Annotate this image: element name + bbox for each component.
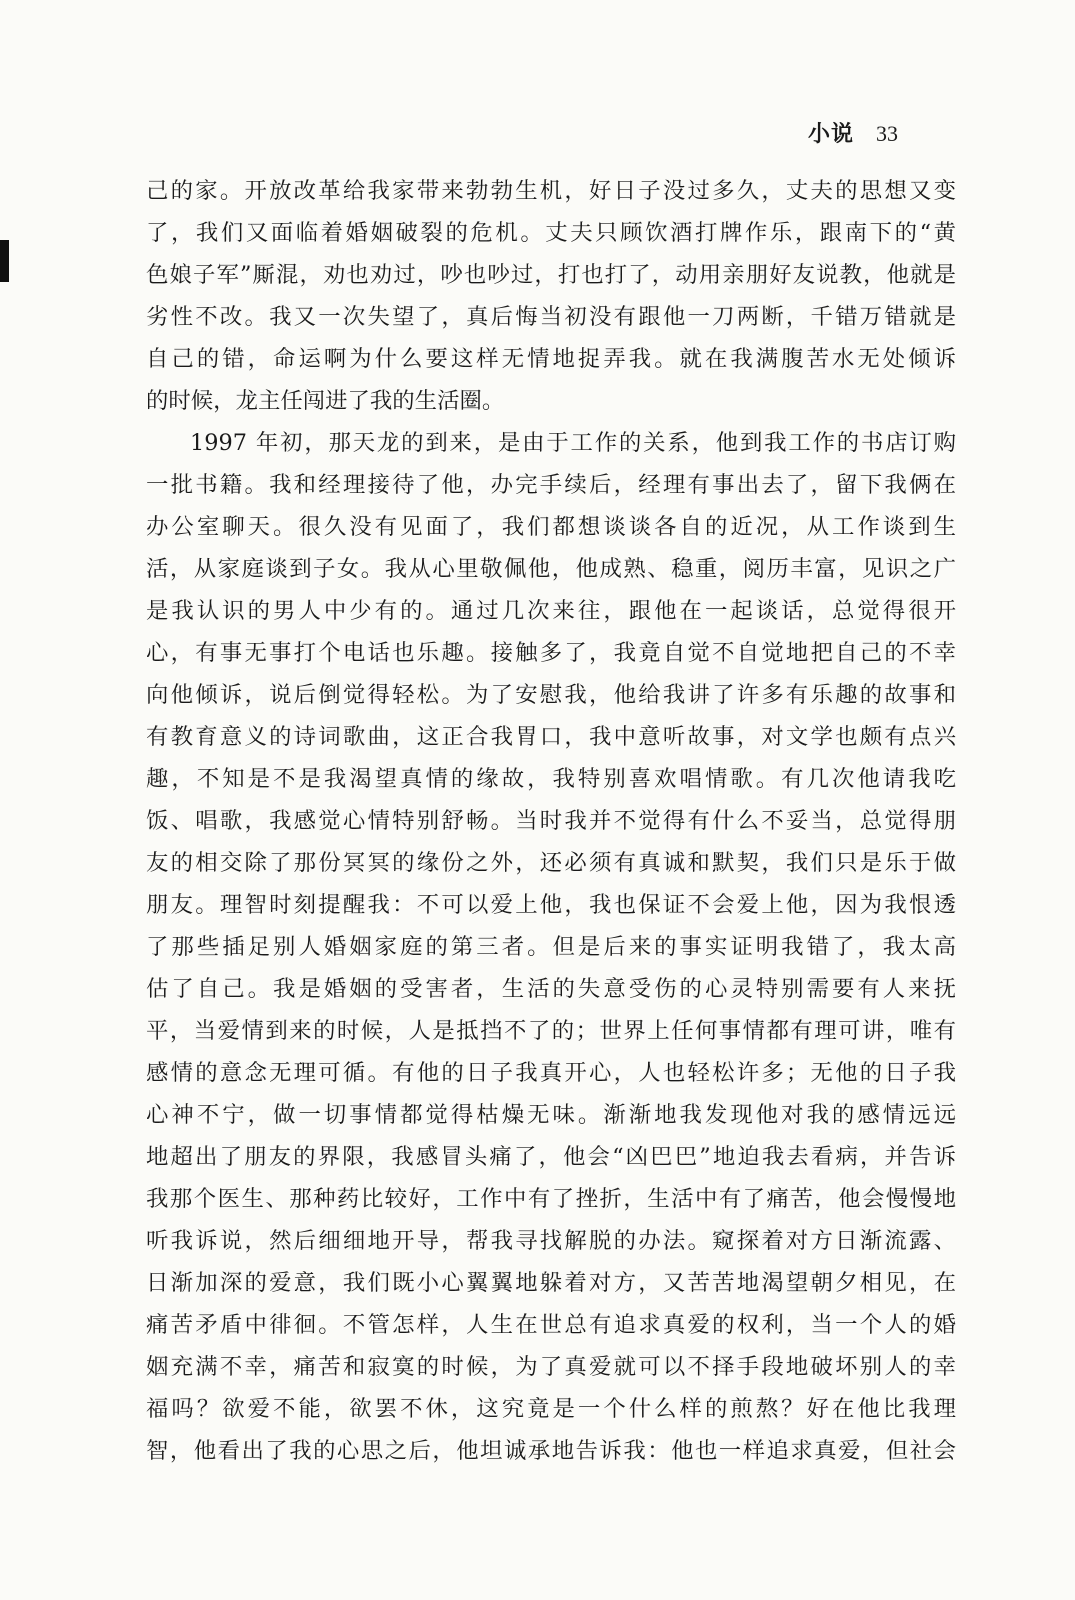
text-line: 活，从家庭谈到子女。我从心里敬佩他，他成熟、稳重，阅历丰富，见识之广 [146, 556, 956, 582]
text-line: 一批书籍。我和经理接待了他，办完手续后，经理有事出去了，留下我俩在 [146, 472, 956, 498]
text-line: 1997 年初，那天龙的到来，是由于工作的关系，他到我工作的书店订购 [190, 430, 956, 456]
text-line: 地超出了朋友的界限，我感冒头痛了，他会“凶巴巴”地迫我去看病，并告诉 [146, 1144, 956, 1170]
running-header [808, 119, 948, 149]
text-line: 听我诉说，然后细细地开导，帮我寻找解脱的办法。窥探着对方日渐流露、 [146, 1228, 956, 1254]
text-line: 向他倾诉，说后倒觉得轻松。为了安慰我，他给我讲了许多有乐趣的故事和 [146, 682, 956, 708]
text-line: 自己的错，命运啊为什么要这样无情地捉弄我。就在我满腹苦水无处倾诉 [146, 346, 956, 372]
paragraph [146, 170, 956, 422]
text-line: 估了自己。我是婚姻的受害者，生活的失意受伤的心灵特别需要有人来抚 [146, 976, 956, 1002]
scan-edge-mark [0, 240, 9, 282]
text-line: 趣，不知是不是我渴望真情的缘故，我特别喜欢唱情歌。有几次他请我吃 [146, 766, 956, 792]
text-line: 我那个医生、那种药比较好，工作中有了挫折，生活中有了痛苦，他会慢慢地 [146, 1186, 956, 1212]
text-line: 平，当爱情到来的时候，人是抵挡不了的；世界上任何事情都有理可讲，唯有 [146, 1018, 956, 1044]
paragraph [146, 422, 956, 1472]
text-line: 心神不宁，做一切事情都觉得枯燥无味。渐渐地我发现他对我的感情远远 [146, 1102, 956, 1128]
text-line: 痛苦矛盾中徘徊。不管怎样，人生在世总有追求真爱的权利，当一个人的婚 [146, 1312, 956, 1338]
text-line: 色娘子军”厮混，劝也劝过，吵也吵过，打也打了，动用亲朋好友说教，他就是 [146, 262, 956, 288]
text-line: 了那些插足别人婚姻家庭的第三者。但是后来的事实证明我错了，我太高 [146, 934, 956, 960]
text-line: 感情的意念无理可循。有他的日子我真开心，人也轻松许多；无他的日子我 [146, 1060, 956, 1086]
text-line: 办公室聊天。很久没有见面了，我们都想谈谈各自的近况，从工作谈到生 [146, 514, 956, 540]
text-line: 福吗？欲爱不能，欲罢不休，这究竟是一个什么样的煎熬？好在他比我理 [146, 1396, 956, 1422]
text-line: 心，有事无事打个电话也乐趣。接触多了，我竟自觉不自觉地把自己的不幸 [146, 640, 956, 666]
text-line: 的时候，龙主任闯进了我的生活圈。 [146, 388, 505, 414]
page-number: 33 [876, 121, 899, 146]
text-line: 朋友。理智时刻提醒我：不可以爱上他，我也保证不会爱上他，因为我恨透 [146, 892, 956, 918]
text-line: 己的家。开放改革给我家带来勃勃生机，好日子没过多久，丈夫的思想又变 [146, 178, 956, 204]
section-title: 小说 [808, 122, 855, 147]
text-line: 有教育意义的诗词歌曲，这正合我胃口，我中意听故事，对文学也颇有点兴 [146, 724, 956, 750]
text-line: 饭、唱歌，我感觉心情特别舒畅。当时我并不觉得有什么不妥当，总觉得朋 [146, 808, 956, 834]
text-line: 劣性不改。我又一次失望了，真后悔当初没有跟他一刀两断，千错万错就是 [146, 304, 956, 330]
text-line: 姻充满不幸，痛苦和寂寞的时候，为了真爱就可以不择手段地破坏别人的幸 [146, 1354, 956, 1380]
text-line: 智，他看出了我的心思之后，他坦诚承地告诉我：他也一样追求真爱，但社会 [146, 1438, 956, 1464]
text-line: 是我认识的男人中少有的。通过几次来往，跟他在一起谈话，总觉得很开 [146, 598, 956, 624]
text-line: 友的相交除了那份冥冥的缘份之外，还必须有真诚和默契，我们只是乐于做 [146, 850, 956, 876]
text-line: 了，我们又面临着婚姻破裂的危机。丈夫只顾饮酒打牌作乐，跟南下的“黄 [146, 220, 956, 246]
body-text [146, 170, 956, 1472]
text-line: 日渐加深的爱意，我们既小心翼翼地躲着对方，又苦苦地渴望朝夕相见，在 [146, 1270, 956, 1296]
